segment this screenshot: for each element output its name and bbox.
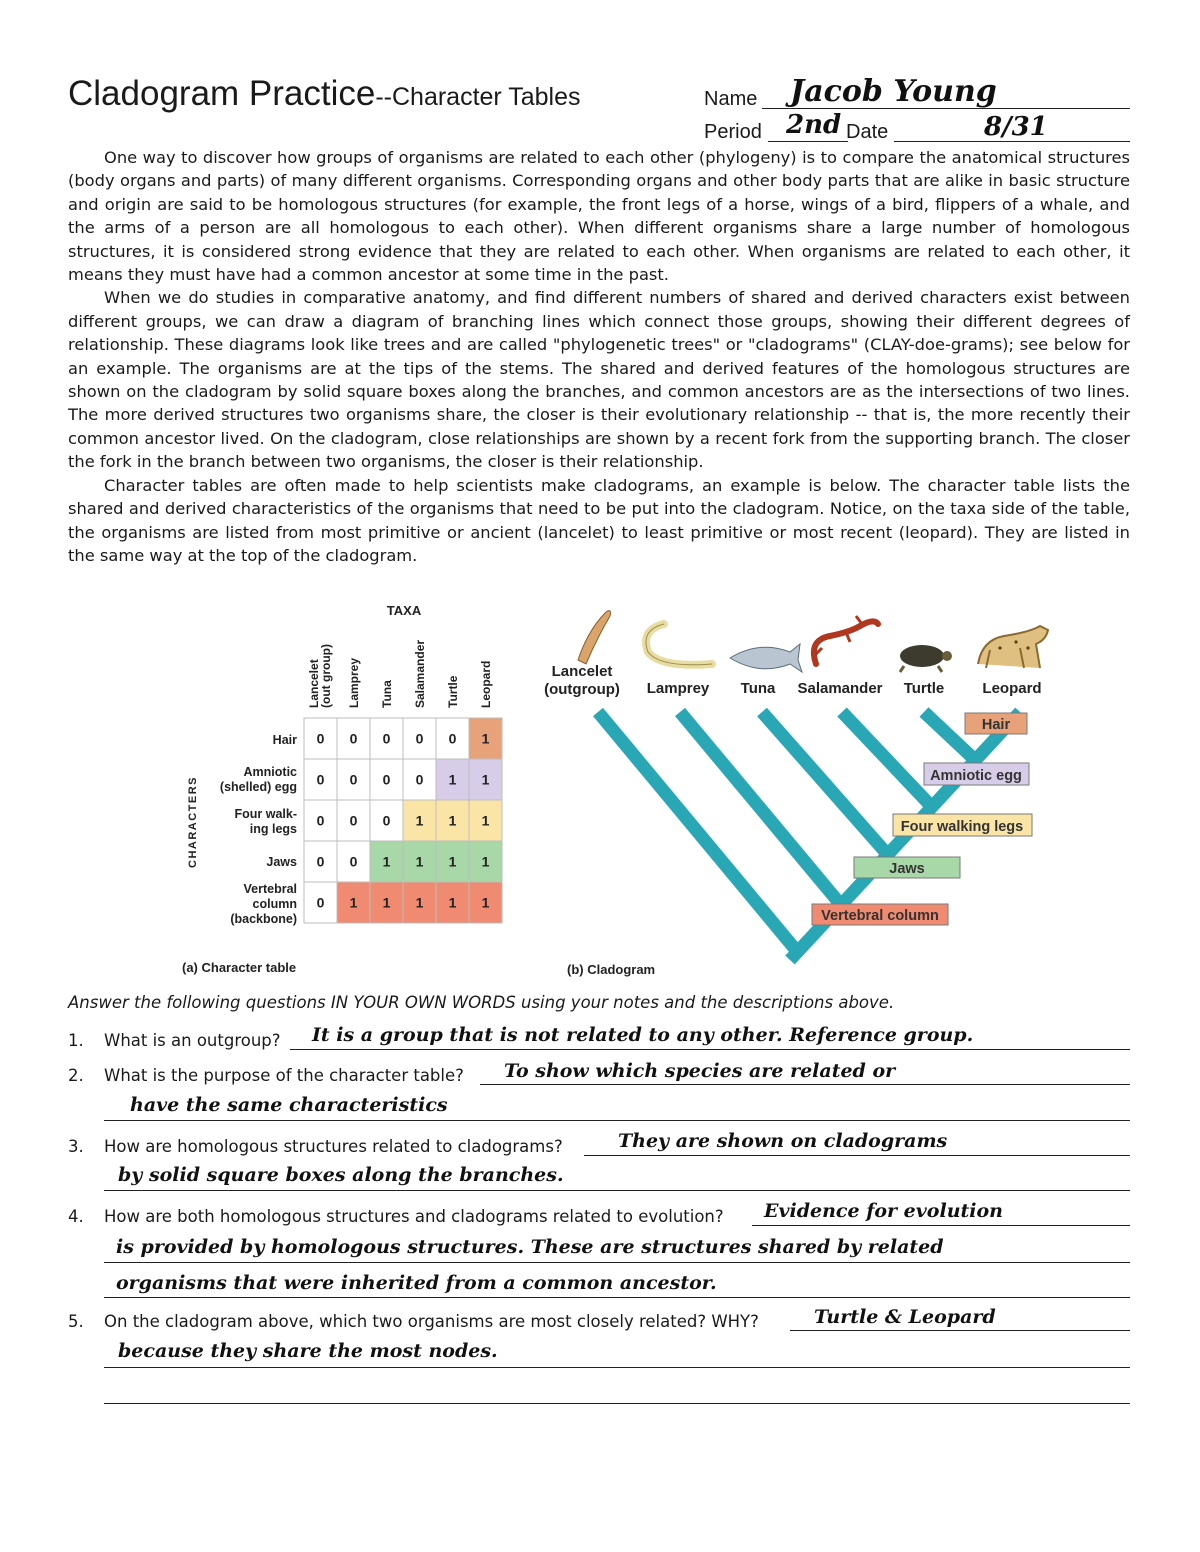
lancelet-icon: [578, 611, 611, 664]
table-cell-value: 1: [481, 894, 490, 911]
branch-lancelet: [598, 712, 800, 955]
tuna-icon: [730, 644, 802, 672]
answer-5b[interactable]: because they share the most nodes.: [118, 1340, 498, 1362]
col-header-salamander: Salamander: [413, 639, 427, 708]
taxa-label: TAXA: [386, 603, 422, 618]
col-header-tuna: Tuna: [380, 680, 394, 708]
answer-line-2: [480, 1084, 1130, 1085]
row-label-legs-2: ing legs: [249, 822, 297, 836]
table-cell-value: 1: [481, 771, 490, 788]
row-label-vert-3: (backbone): [230, 912, 297, 926]
taxon-lamprey: Lamprey: [646, 680, 710, 697]
answer-4[interactable]: Evidence for evolution: [764, 1200, 1003, 1222]
trait-label-hair: Hair: [981, 717, 1011, 733]
table-cell-value: 1: [349, 894, 358, 911]
answer-4c[interactable]: organisms that were inherited from a common ancestor.: [116, 1272, 717, 1294]
date-label: Date: [846, 121, 889, 143]
answer-1[interactable]: It is a group that is not related to any other. Reference group.: [312, 1024, 974, 1046]
taxon-lancelet-1: Lancelet: [551, 663, 613, 680]
table-cell-value: 0: [349, 812, 358, 829]
col-header-lancelet-2: (out group): [319, 644, 333, 708]
table-cell-value: 1: [448, 853, 457, 870]
page-title: Cladogram Practice--Character Tables: [68, 74, 581, 113]
cladogram-caption: (b) Cladogram: [567, 962, 656, 977]
question-4: 4. How are both homologous structures and cladograms related to evolution?: [68, 1207, 724, 1226]
branch-lamprey: [680, 712, 841, 905]
trait-label-egg: Amniotic egg: [930, 768, 1022, 784]
table-cell-value: 0: [382, 812, 391, 829]
question-1: 1. What is an outgroup?: [68, 1031, 281, 1050]
col-header-lamprey: Lamprey: [347, 657, 361, 708]
taxon-tuna: Tuna: [740, 680, 776, 697]
leopard-icon: [978, 626, 1048, 668]
answer-2b[interactable]: have the same characteristics: [130, 1094, 448, 1116]
name-value[interactable]: Jacob Young: [790, 74, 997, 109]
cladogram: [544, 611, 1048, 977]
table-cell-value: 0: [448, 730, 457, 747]
answer-line-1: [290, 1049, 1130, 1050]
table-cell-value: 0: [349, 771, 358, 788]
figure: [0, 598, 1200, 988]
answer-line-4: [752, 1225, 1130, 1226]
table-cell-value: 1: [382, 853, 391, 870]
trait-label-legs: Four walking legs: [900, 819, 1024, 835]
lamprey-icon: [646, 624, 712, 665]
trait-label-jaws: Jaws: [889, 861, 925, 877]
characters-label: CHARACTERS: [187, 776, 199, 868]
trait-label-vert: Vertebral column: [821, 908, 939, 924]
column-headers: [307, 640, 493, 708]
question-3: 3. How are homologous structures related to cladograms?: [68, 1137, 563, 1156]
question-2: 2. What is the purpose of the character table?: [68, 1066, 464, 1085]
table-cell-value: 0: [316, 730, 325, 747]
salamander-icon: [814, 616, 878, 664]
answer-line-3: [584, 1155, 1130, 1156]
row-label-legs-1: Four walk-: [234, 807, 297, 821]
taxon-salamander: Salamander: [797, 680, 883, 697]
period-value[interactable]: 2nd: [786, 110, 842, 140]
answer-line-4c: [104, 1297, 1130, 1298]
table-cell-value: 0: [316, 853, 325, 870]
taxon-lancelet-2: (outgroup): [544, 681, 620, 698]
instructions: Answer the following questions IN YOUR OWN WORDS using your notes and the descriptions above.: [68, 993, 895, 1012]
row-label-egg-2: (shelled) egg: [219, 780, 297, 794]
table-cell-value: 0: [415, 771, 424, 788]
answer-3b[interactable]: by solid square boxes along the branches.: [118, 1164, 564, 1186]
table-cell-value: 0: [316, 894, 325, 911]
intro-paragraph-3: Character tables are often made to help scientists make cladograms, an example is below. The character table lists the shared and derived characteristics of the organisms that need to be put into the cladogram. Notice, on the taxa side of the table, the organisms are listed from most primitive or ancient (lancelet) to least primitive or most recent (leopard). They are listed in the same way at the top of the cladogram.: [68, 475, 1130, 565]
intro-paragraph-2: When we do studies in comparative anatomy, and find different numbers of shared and derived characters exist between different groups, we can draw a diagram of branching lines which connect those groups, showing their different degrees of relationship. These diagrams look like trees and are called "phylogenetic trees" or "cladograms" (CLAY-doe-grams); see below for an example. The organisms are at the tips of the stems. The shared and derived features of the homologous structures are shown on the cladogram by solid square boxes along the branches, and common ancestors are as the intersections of two lines. The more derived structures two organisms share, the closer is their evolutionary relationship -- that is, the more recently their common ancestor lived. On the cladogram, close relationships are shown by a recent fork from the supporting branch. The closer the fork in the branch between two organisms, the closer is their relationship.: [68, 288, 1130, 472]
answer-line-4b: [104, 1262, 1130, 1263]
taxon-leopard: Leopard: [982, 680, 1042, 697]
row-label-hair: Hair: [272, 733, 297, 747]
col-header-turtle: Turtle: [446, 675, 460, 708]
table-cell-value: 1: [481, 853, 490, 870]
answer-5[interactable]: Turtle & Leopard: [814, 1306, 996, 1328]
name-label: Name: [704, 88, 758, 110]
table-cell-value: 1: [382, 894, 391, 911]
table-cell-value: 1: [448, 894, 457, 911]
answer-line-2b: [104, 1120, 1130, 1121]
answer-3[interactable]: They are shown on cladograms: [618, 1130, 948, 1152]
turtle-icon: [900, 645, 952, 672]
row-label-vert-2: column: [252, 897, 297, 911]
intro-text: [68, 146, 1130, 567]
date-value[interactable]: 8/31: [984, 112, 1048, 142]
table-cell-value: 0: [349, 853, 358, 870]
table-cell-value: 1: [481, 730, 490, 747]
question-5: 5. On the cladogram above, which two organisms are most closely related? WHY?: [68, 1312, 759, 1331]
taxon-turtle: Turtle: [903, 680, 945, 697]
table-cell-value: 0: [316, 771, 325, 788]
period-line: [768, 141, 848, 142]
table-cell-value: 0: [415, 730, 424, 747]
table-cell-value: 0: [349, 730, 358, 747]
answer-4b[interactable]: is provided by homologous structures. These are structures shared by related: [116, 1236, 944, 1258]
answer-line-5: [790, 1330, 1130, 1331]
period-label: Period: [704, 121, 762, 143]
table-cell-value: 1: [448, 812, 457, 829]
table-cell-value: 1: [415, 853, 424, 870]
table-cell-value: 1: [415, 812, 424, 829]
table-cell-value: 1: [481, 812, 490, 829]
char-table-grid: [304, 718, 502, 923]
table-cell-value: 1: [448, 771, 457, 788]
answer-line-3b: [104, 1190, 1130, 1191]
table-cell-value: 1: [415, 894, 424, 911]
char-table-caption: (a) Character table: [182, 960, 297, 975]
answer-line-5c: [104, 1403, 1130, 1404]
intro-paragraph-1: One way to discover how groups of organisms are related to each other (phylogeny) is to compare the anatomical structures (body organs and parts) of many different organisms. Corresponding organs and other body parts that are alike in basic structure and origin are said to be homologous structures (for example, the front legs of a horse, wings of a bird, flippers of a whale, and the arms of a person are all homologous to each other). When different organisms share a large number of homologous structures, it is considered strong evidence that they are related to each other. When organisms are related to each other, it means they must have had a common ancestor at some time in the past.: [68, 148, 1130, 285]
row-label-jaws: Jaws: [266, 855, 297, 869]
branch-salamander: [842, 712, 931, 806]
answer-2[interactable]: To show which species are related or: [504, 1060, 896, 1082]
col-header-leopard: Leopard: [479, 660, 493, 708]
row-labels: [220, 733, 297, 926]
col-header-lancelet: Lancelet: [307, 659, 321, 708]
row-label-egg-1: Amniotic: [243, 765, 297, 779]
table-cell-value: 0: [382, 730, 391, 747]
table-cell-value: 0: [316, 812, 325, 829]
row-label-vert-1: Vertebral: [243, 882, 297, 896]
answer-line-5b: [104, 1367, 1130, 1368]
table-cell-value: 0: [382, 771, 391, 788]
